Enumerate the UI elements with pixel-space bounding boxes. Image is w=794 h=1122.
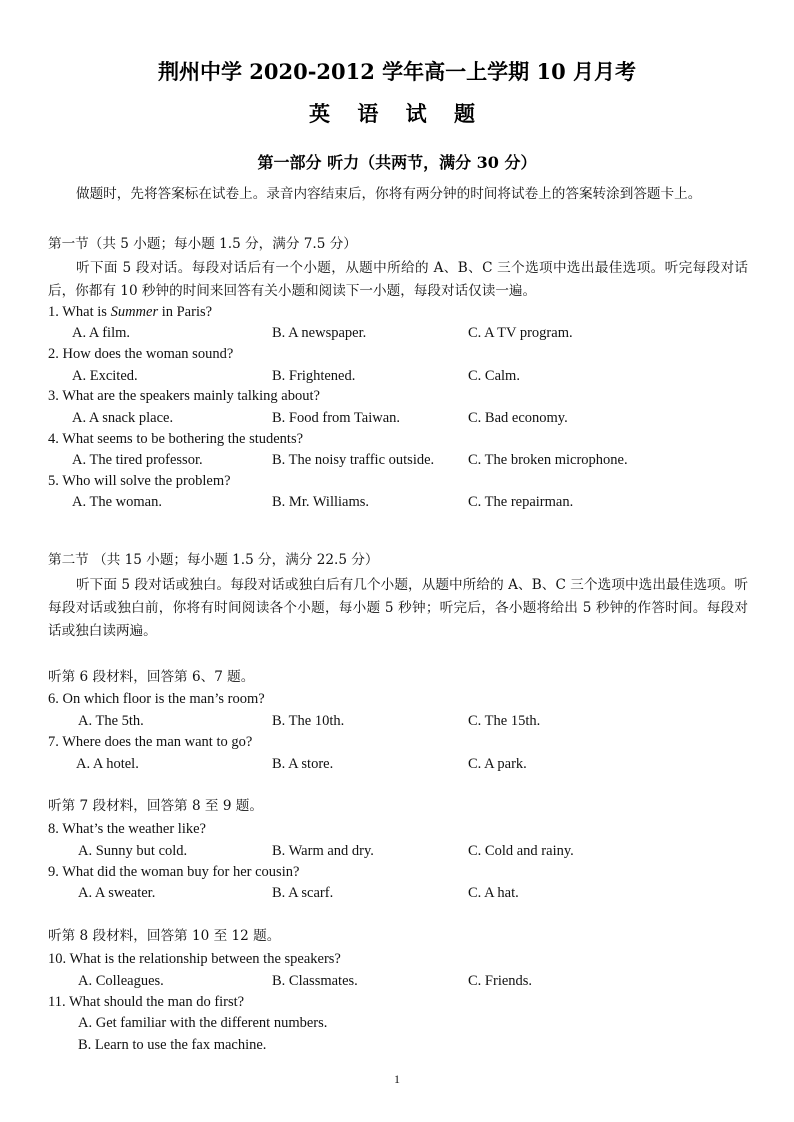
q4-option-a: A. The tired professor. <box>72 452 203 468</box>
q4-option-b: B. The noisy traffic outside. <box>272 452 435 468</box>
question-7-stem: 7. Where does the man want to go? <box>48 734 253 750</box>
q2-option-c: C. Calm. <box>468 368 520 384</box>
q7-option-c: C. A park. <box>468 756 527 772</box>
q3-option-b: B. Food from Taiwan. <box>272 410 401 426</box>
part-heading: 第一部分 听力（共两节，满分 30 分） <box>257 153 537 172</box>
q10-option-b: B. Classmates. <box>272 973 358 989</box>
q9-option-c: C. A hat. <box>468 885 519 901</box>
q6-option-b: B. The 10th. <box>272 713 345 729</box>
question-4-stem: 4. What seems to be bothering the students? <box>48 431 304 447</box>
section1-heading: 第一节（共 5 小题；每小题 1.5 分，满分 7.5 分） <box>48 236 357 252</box>
group-label-7: 听第 7 段材料，回答第 8 至 9 题。 <box>48 798 263 814</box>
q10-option-a: A. Colleagues. <box>78 973 164 989</box>
q2-option-a: A. Excited. <box>72 368 138 384</box>
q3-option-a: A. A snack place. <box>72 410 174 426</box>
question-5-stem: 5. Who will solve the problem? <box>48 473 231 489</box>
q9-option-b: B. A scarf. <box>272 885 334 901</box>
q2-option-b: B. Frightened. <box>272 368 356 384</box>
q5-option-b: B. Mr. Williams. <box>272 494 370 510</box>
question-10-stem: 10. What is the relationship between the speakers? <box>48 951 341 967</box>
question-2-stem: 2. How does the woman sound? <box>48 346 234 362</box>
group-label-8: 听第 8 段材料，回答第 10 至 12 题。 <box>48 928 281 944</box>
q8-option-a: A. Sunny but cold. <box>78 843 188 859</box>
q9-option-a: A. A sweater. <box>78 885 156 901</box>
q6-option-a: A. The 5th. <box>78 713 144 729</box>
question-3-stem: 3. What are the speakers mainly talking about? <box>48 388 320 404</box>
q1-option-c: C. A TV program. <box>468 325 573 341</box>
q11-option-b: B. Learn to use the fax machine. <box>78 1037 267 1053</box>
intro-paragraph: 做题时，先将答案标在试卷上。录音内容结束后，你将有两分钟的时间将试卷上的答案转涂到答题卡上。 <box>76 186 702 202</box>
question-9-stem: 9. What did the woman buy for her cousin? <box>48 864 300 880</box>
subject-title: 英 语 试 题 <box>309 101 485 126</box>
section2-instructions: 听下面 5 段对话或独白。每段对话或独白后有几个小题，从题中所给的 A、B、C 三个选项中选出最佳选项。听每段对话或独白前，你将有时间阅读各个小题，每小题 5 秒钟；听完后，各小题将给出 5 秒钟的作答时间。每段对话或独白读两遍。 <box>48 577 748 639</box>
question-6-stem: 6. On which floor is the man’s room? <box>48 691 265 707</box>
q7-option-b: B. A store. <box>272 756 334 772</box>
q5-option-c: C. The repairman. <box>468 494 574 510</box>
page-number: 1 <box>394 1072 400 1086</box>
q4-option-c: C. The broken microphone. <box>468 452 628 468</box>
question-11-stem: 11. What should the man do first? <box>48 994 245 1010</box>
q8-option-b: B. Warm and dry. <box>272 843 374 859</box>
q7-option-a: A. A hotel. <box>76 756 139 772</box>
q5-option-a: A. The woman. <box>72 494 162 510</box>
q1-option-b: B. A newspaper. <box>272 325 367 341</box>
q6-option-c: C. The 15th. <box>468 713 541 729</box>
question-1-stem: 1. What is Summer in Paris? <box>48 304 213 320</box>
section2-heading: 第二节 （共 15 小题；每小题 1.5 分，满分 22.5 分） <box>48 552 379 568</box>
question-8-stem: 8. What’s the weather like? <box>48 821 206 837</box>
section1-instructions: 听下面 5 段对话。每段对话后有一个小题，从题中所给的 A、B、C 三个选项中选出最佳选项。听完每段对话后，你都有 10 秒钟的时间来回答有关小题和阅读下一小题，每段对话仅读一遍。 <box>48 260 748 299</box>
group-label-6: 听第 6 段材料，回答第 6、7 题。 <box>48 669 255 685</box>
exam-title: 荆州中学 2020-2012 学年高一上学期 10 月月考 <box>157 59 637 84</box>
q8-option-c: C. Cold and rainy. <box>468 843 574 859</box>
q1-option-a: A. A film. <box>72 325 131 341</box>
emphasized-title: Summer <box>110 304 159 320</box>
q3-option-c: C. Bad economy. <box>468 410 568 426</box>
q11-option-a: A. Get familiar with the different numbers. <box>78 1015 328 1031</box>
q10-option-c: C. Friends. <box>468 973 533 989</box>
